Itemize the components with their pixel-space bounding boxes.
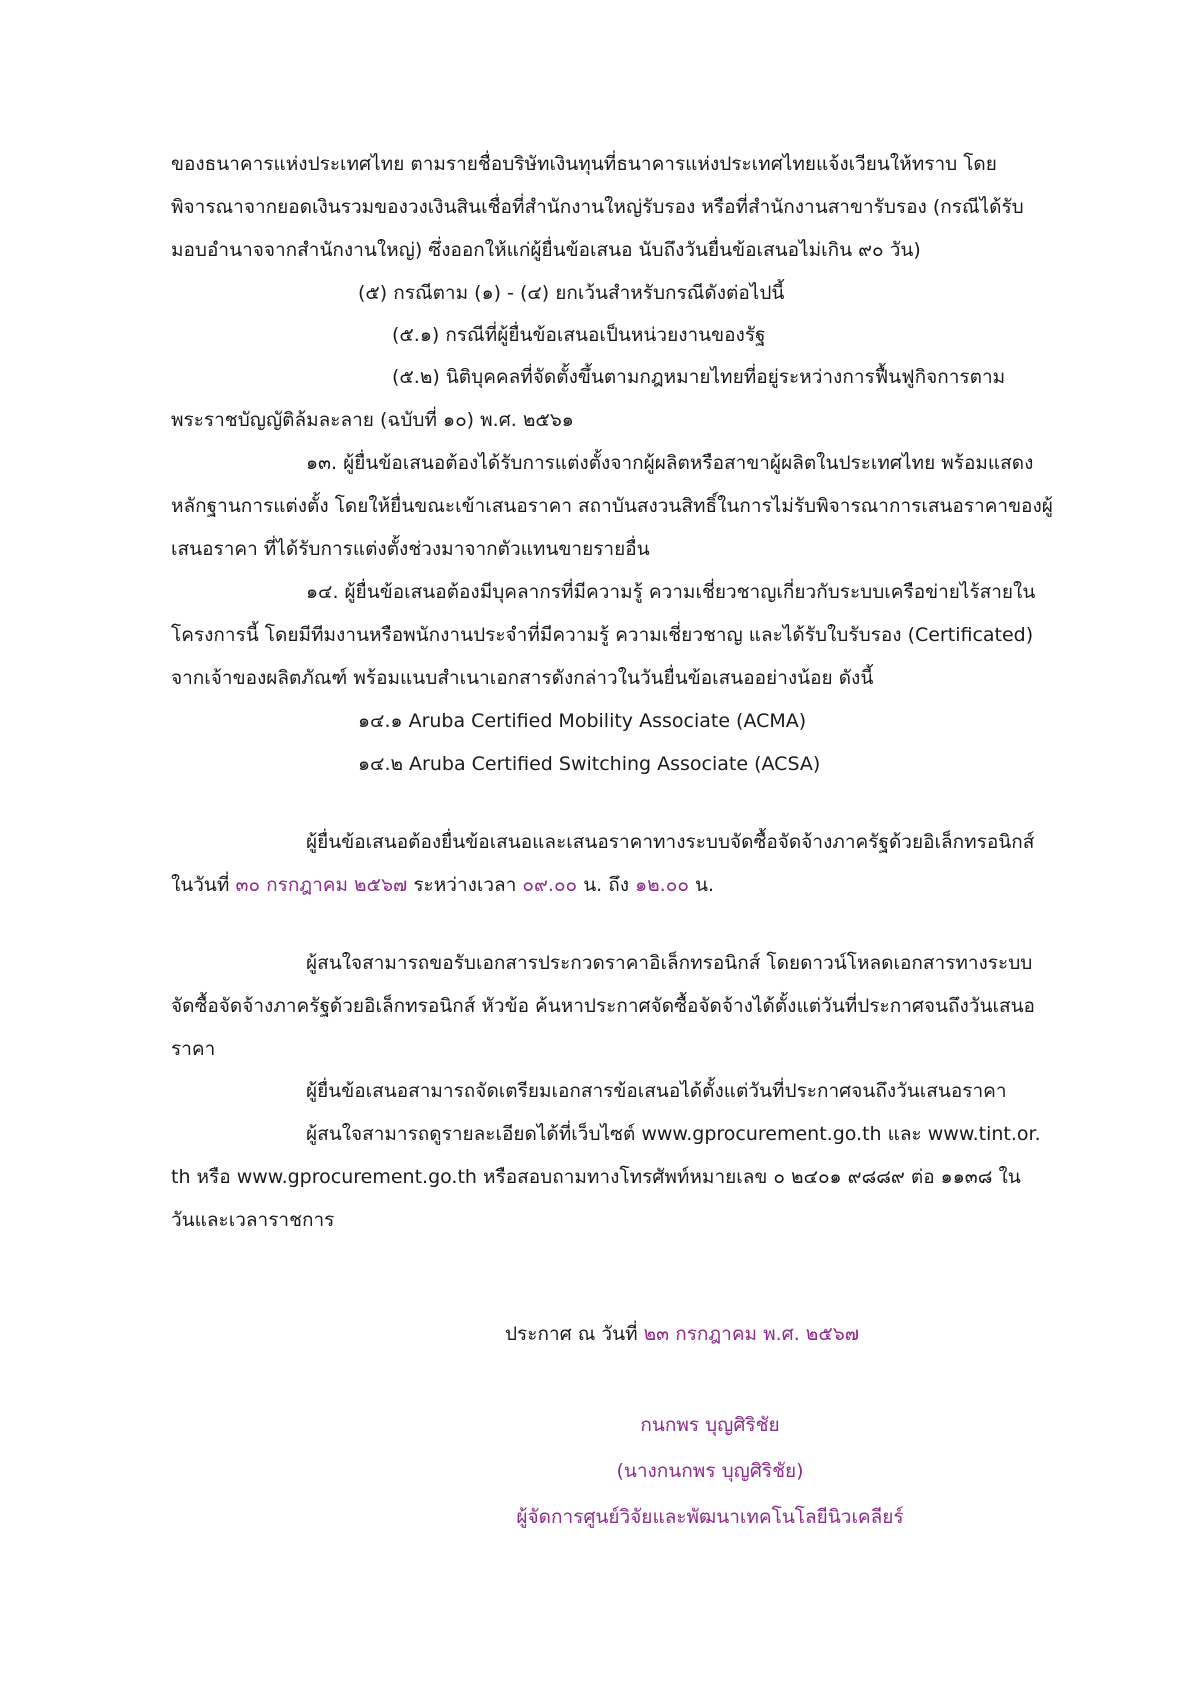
body-line: (๕.๑) กรณีที่ผู้ยื่นข้อเสนอเป็นหน่วยงานของรัฐ bbox=[392, 324, 766, 346]
submission-end-time: ๑๒.๐๐ bbox=[635, 874, 689, 896]
signature-name: กนกพร บุญศิริชัย bbox=[640, 1414, 780, 1436]
body-line: โครงการนี้ โดยมีทีมงานหรือพนักงานประจำที่มีความรู้ ความเชี่ยวชาญ และได้รับใบรับรอง (Certificated) bbox=[171, 624, 1034, 646]
website-line: ผู้สนใจสามารถดูรายละเอียดได้ที่เว็บไซต์ www.gprocurement.go.th และ www.tint.or. bbox=[306, 1123, 1041, 1145]
body-line: (๕.๒) นิติบุคคลที่จัดตั้งขึ้นตามกฎหมายไทยที่อยู่ระหว่างการฟื้นฟูกิจการตาม bbox=[392, 366, 1006, 388]
submission-suffix: น. bbox=[688, 874, 714, 896]
download-line: ผู้ยื่นข้อเสนอสามารถจัดเตรียมเอกสารข้อเสนอได้ตั้งแต่วันที่ประกาศจนถึงวันเสนอราคา bbox=[306, 1080, 1007, 1102]
signature-position: ผู้จัดการศูนย์วิจัยและพัฒนาเทคโนโลยีนิวเคลียร์ bbox=[516, 1506, 904, 1528]
body-line: เสนอราคา ที่ได้รับการแต่งตั้งช่วงมาจากตัวแทนขายรายอื่น bbox=[171, 538, 650, 560]
announcement-prefix: ประกาศ ณ วันที่ bbox=[505, 1323, 644, 1345]
body-line: (๕) กรณีตาม (๑) - (๔) ยกเว้นสำหรับกรณีดังต่อไปนี้ bbox=[358, 282, 785, 304]
download-line: วันและเวลาราชการ bbox=[171, 1209, 335, 1231]
submission-start-time: ๐๙.๐๐ bbox=[522, 874, 578, 896]
announcement-date-line bbox=[505, 1319, 859, 1349]
submission-mid: น. ถึง bbox=[577, 874, 636, 896]
website-line: th หรือ www.gprocurement.go.th หรือสอบถามทางโทรศัพท์หมายเลข ๐ ๒๔๐๑ ๙๘๘๙ ต่อ ๑๑๓๘ ใน bbox=[171, 1166, 1021, 1188]
body-line: ๑๔. ผู้ยื่นข้อเสนอต้องมีบุคลากรที่มีความรู้ ความเชี่ยวชาญเกี่ยวกับระบบเครือข่ายไร้สายใน bbox=[306, 581, 1036, 603]
certificate-item: ๑๔.๒ Aruba Certified Switching Associate (ACSA) bbox=[358, 753, 821, 775]
body-line: หลักฐานการแต่งตั้ง โดยให้ยื่นขณะเข้าเสนอราคา สถาบันสงวนสิทธิ์ในการไม่รับพิจารณาการเสนอราคาของผู้ bbox=[171, 495, 1053, 517]
body-line: ของธนาคารแห่งประเทศไทย ตามรายชื่อบริษัทเงินทุนที่ธนาคารแห่งประเทศไทยแจ้งเวียนให้ทราบ โดย bbox=[171, 153, 997, 175]
body-line: มอบอำนาจจากสำนักงานใหญ่) ซึ่งออกให้แก่ผู้ยื่นข้อเสนอ นับถึงวันยื่นข้อเสนอไม่เกิน ๙๐ วัน) bbox=[171, 239, 921, 261]
download-line: จัดซื้อจัดจ้างภาครัฐด้วยอิเล็กทรอนิกส์ หัวข้อ ค้นหาประกาศจัดซื้อจัดจ้างได้ตั้งแต่วันที่ประกาศจนถึงวันเสนอ bbox=[171, 995, 1035, 1017]
download-line: ผู้สนใจสามารถขอรับเอกสารประกวดราคาอิเล็กทรอนิกส์ โดยดาวน์โหลดเอกสารทางระบบ bbox=[306, 952, 1033, 974]
certificate-item: ๑๔.๑ Aruba Certified Mobility Associate (ACMA) bbox=[358, 710, 807, 732]
submission-date: ๓๐ กรกฎาคม ๒๕๖๗ bbox=[235, 874, 408, 896]
submission-between: ระหว่างเวลา bbox=[407, 874, 523, 896]
body-line: พิจารณาจากยอดเงินรวมของวงเงินสินเชื่อที่สำนักงานใหญ่รับรอง หรือที่สำนักงานสาขารับรอง (กรณีได้รับ bbox=[171, 196, 1024, 218]
download-line: ราคา bbox=[171, 1038, 216, 1060]
signature-full-name: (นางกนกพร บุญศิริชัย) bbox=[616, 1460, 804, 1482]
submission-schedule bbox=[171, 870, 714, 900]
announcement-date: ๒๓ กรกฎาคม พ.ศ. ๒๕๖๗ bbox=[643, 1323, 860, 1345]
submission-intro: ผู้ยื่นข้อเสนอต้องยื่นข้อเสนอและเสนอราคาทางระบบจัดซื้อจัดจ้างภาครัฐด้วยอิเล็กทรอนิกส์ bbox=[306, 831, 1035, 853]
submission-prefix: ในวันที่ bbox=[171, 874, 236, 896]
body-line: ๑๓. ผู้ยื่นข้อเสนอต้องได้รับการแต่งตั้งจากผู้ผลิตหรือสาขาผู้ผลิตในประเทศไทย พร้อมแสดง bbox=[306, 452, 1034, 474]
body-line: จากเจ้าของผลิตภัณฑ์ พร้อมแนบสำเนาเอกสารดังกล่าวในวันยื่นข้อเสนออย่างน้อย ดังนี้ bbox=[171, 667, 874, 689]
body-line: พระราชบัญญัติล้มละลาย (ฉบับที่ ๑๐) พ.ศ. ๒๕๖๑ bbox=[171, 409, 574, 431]
